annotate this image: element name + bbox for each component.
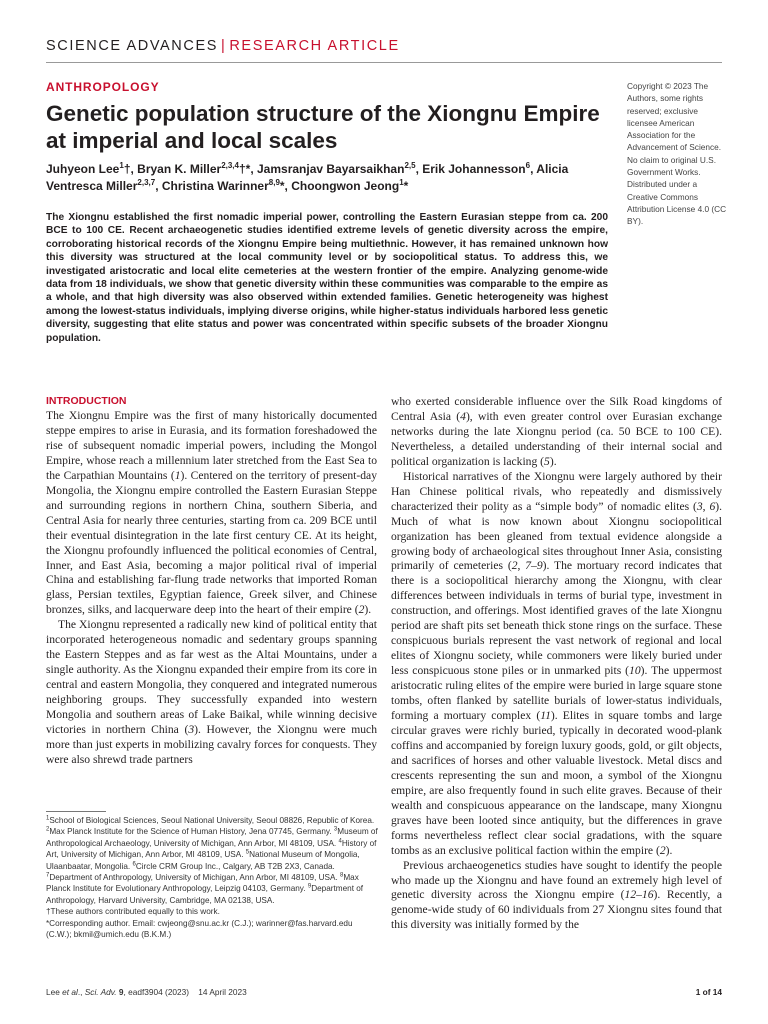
body-column-left	[46, 395, 377, 768]
equal-contribution-note: †These authors contributed equally to this work.	[46, 907, 220, 917]
body-paragraph: who exerted considerable influence over the Silk Road kingdoms of Central Asia (4), with even greater control over Eurasian exchange networks during the late Xiongnu period (ca. 50 BCE to 100 CE). Nevertheless, a detailed understanding of their internal social and political organization is lacking (5).	[391, 395, 722, 468]
section-heading-introduction: INTRODUCTION	[46, 395, 127, 407]
corresponding-author-note: *Corresponding author. Email: cwjeong@snu.ac.kr (C.J.); warinner@fas.harvard.edu (C.W.); bkmil@umich.edu (B.K.M.)	[46, 918, 353, 940]
article-type: RESEARCH ARTICLE	[229, 38, 400, 54]
section-label: ANTHROPOLOGY	[46, 80, 160, 94]
body-paragraph: The Xiongnu represented a radically new kind of political entity that incorporated heterogeneous nomadic and sedentary groups spanning the Eastern Steppes and as far west as the Altai Mountains, under a single authority. As the Xiongnu expanded their empire from its core in central and eastern Mongolia, they conquered and integrated numerous neighboring groups. They successfully expanded into western Mongolia and southern areas of Lake Baikal, while winning decisive victories in northern China (3). However, the Xiongnu were much more than just experts in mobilizing cavalry forces for conquests. They were also shrewd trade partners	[46, 618, 377, 766]
journal-name: SCIENCE ADVANCES	[46, 38, 218, 54]
body-paragraph: Historical narratives of the Xiongnu were largely authored by their Han Chinese political rivals, who repeatedly and dismissively characterized their polity as a “simple body” of nomadic elites (3, 6). Much of what is now known about Xiongnu sociopolitical organization has been gleaned from textual evidence alongside a growing body of archaeological sites throughout Inner Asia, consisting primarily of cemeteries (2, 7–9). The mortuary record indicates that there is a sociopolitical hierarchy among the Xiongnu, with clear differences between individuals in terms of burial type, investment in construction, and offerings. Most identified graves of the late Xiongnu period are shaft pits set beneath thick stone rings on the surface. These conspicuous burials represent the vast network of regional and local elites of Xiongnu society, while commoners were likely buried under less conspicuous stone piles or in unmarked pits (10). The uppermost aristocratic ruling elites of the empire were buried in large square stone tombs, often flanked by satellite burials of lower-status individuals, forming a mortuary complex (11). Elites in square tombs and large circular graves were richly buried, typically in decorated wood-plank coffins and accompanied by foreign luxury goods, gold, or gilt objects, and sacrifices of horses and other valuable livestock. Metal discs and crescents representing the sun and moon, a symbol of the Xiongnu empire, are also frequently found in such elite graves. Because of their wealth and conspicuous appearance on the landscape, many Xiongnu graves have been looted since antiquity, but the differences in grave forms nevertheless reflect clear social gradations, with the square tombs as an exclusive political faction within the empire (2).	[391, 469, 723, 857]
header-separator: |	[220, 38, 227, 54]
footnote-divider	[46, 811, 106, 812]
abstract: The Xiongnu established the first nomadic imperial power, controlling the Eastern Eurasian steppe from ca. 200 BCE to 100 CE. Recent archaeogenetic studies identified extreme levels of genetic diversity across the empire, corroborating historical records of the Xiongnu Empire being multiethnic. However, it has remained unknown how this diversity was structured at the local community level or by sociopolitical status. To address this, we investigated aristocratic and local elite cemeteries at the western frontier of the empire. Analyzing genome-wide data from 18 individuals, we show that genetic diversity within these communities was comparable to the empire as a whole, and that high diversity was also observed within extended families. Genetic heterogeneity was highest among the lowest-status individuals, implying diverse origins, while higher-status individuals harbored less genetic diversity, suggesting that elite status and power was concentrated within specific subsets of the broader Xiongnu population.	[46, 212, 608, 344]
article-title: Genetic population structure of the Xiongnu Empire at imperial and local scales	[46, 101, 600, 153]
affiliations: $^1$School of Biological Sciences, Seoul National University, Seoul 08826, Republic of Korea. $^2$Max Planck Institute for the Science of Human History, Jena 07745, Germany. $^3$Museum of Anthropological Archaeology, University of Michigan, Ann Arbor, MI 48109, USA. $^4$History of Art, University of Michigan, Ann Arbor, MI 48109, USA. $^5$National Museum of Mongolia, Ulaanbaatar, Mongolia. $^6$Circle CRM Group Inc., Calgary, AB T2B 2X3, Canada. $^7$Department of Anthropology, University of Michigan, Ann Arbor, MI 48109, USA. $^8$Max Planck Institute for Evolutionary Anthropology, Leipzig 04103, Germany. $^9$Department of Anthropology, Harvard University, Cambridge, MA 02138, USA.	[46, 815, 378, 905]
header-divider	[46, 62, 722, 63]
copyright-notice: Copyright © 2023 The Authors, some rights reserved; exclusive licensee American Association for the Advancement of Science. No claim to original U.S. Government Works. Distributed under a Creative Commons Attribution License 4.0 (CC BY).	[627, 81, 727, 227]
body-paragraph: Previous archaeogenetics studies have sought to identify the people who made up the Xiongnu and have found an extremely high level of genetic diversity across the Xiongnu empire (12–16). Recently, a genome-wide study of 60 individuals from 27 Xiongnu sites found that this diversity was initially formed by the	[391, 858, 722, 932]
footer-citation: Lee et al., Sci. Adv. 9, eadf3904 (2023) 14 April 2023	[46, 987, 247, 997]
body-column-right	[391, 395, 722, 933]
footnotes	[46, 815, 378, 940]
author-list: Juhyeon Lee$^1$†, Bryan K. Miller$^{2,3,4}$†*, Jamsranjav Bayarsaikhan$^{2,5}$, Erik Johannesson$^6$, Alicia Ventresca Miller$^{2,3,7}$, Christina Warinner$^{8,9}$*, Choongwon Jeong$^1$*	[46, 161, 569, 193]
journal-header	[46, 38, 400, 54]
body-paragraph: The Xiongnu Empire was the first of many historically documented steppe empires to arise in Eurasia, and its formation foreshadowed the rise of subsequent nomadic imperial powers, including the Mongol Empire, whose reach a millennium later stretched from the East Sea to the Carpathian Mountains (1). Centered on the territory of present-day Mongolia, the Xiongnu empire controlled the Eastern Eurasian Steppe and surrounding regions in northern China, southern Siberia, and Central Asia for nearly three centuries, starting from ca. 209 BCE until their eventual disintegration in the late first century CE. At its height, the Xiongnu profoundly influenced the political economies of Central, Inner, and East Asia, becoming a major political rival of imperial China and establishing far-flung trade networks that imported Roman glass, Persian textiles, Egyptian faience, Greek silver, and Chinese bronzes, silks, and lacquerware deep into the heart of their empire (2).	[46, 409, 377, 617]
page-number: 1 of 14	[695, 987, 722, 997]
